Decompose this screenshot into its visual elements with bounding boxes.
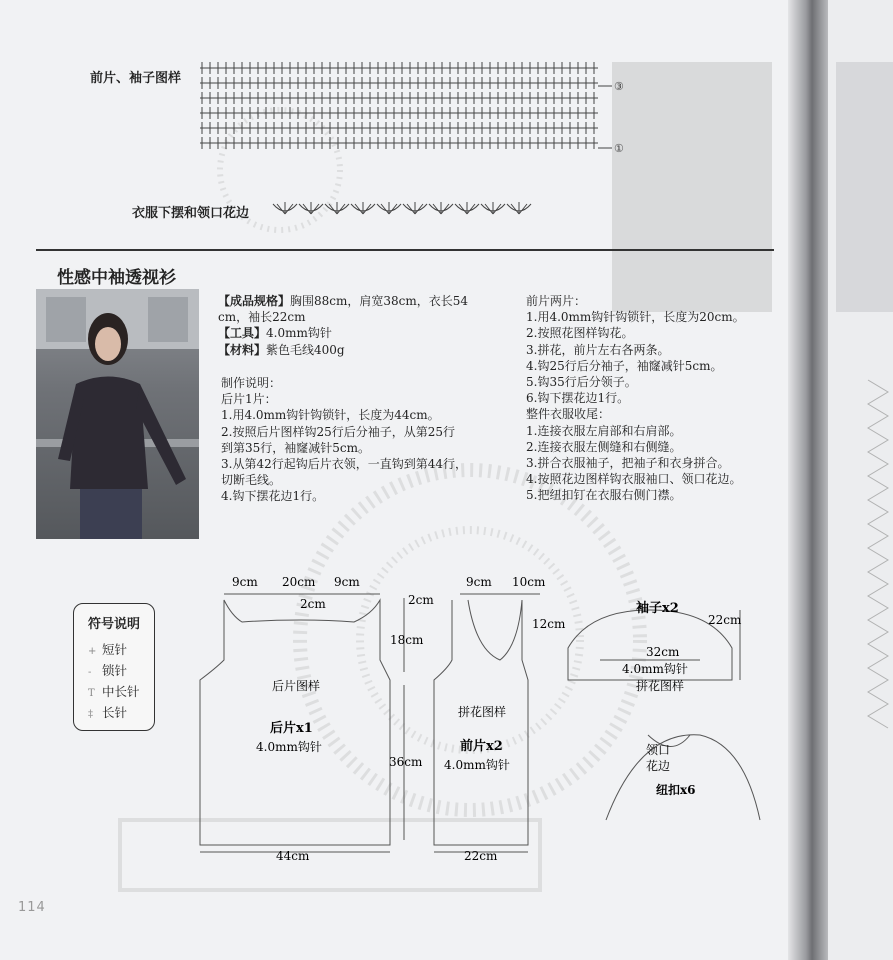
size-label: 【成品规格】 [218, 294, 291, 308]
legend-item: T 中长针 [88, 684, 140, 699]
dim-front-10cm: 10cm [512, 575, 546, 589]
front-sleeve-chart-label: 前片、袖子图样 [90, 71, 182, 86]
dim-front-22cm: 22cm [464, 849, 498, 863]
sleeve-hook-label: 4.0mm钩针 [622, 662, 688, 676]
instr-right-line: 2.按照花图样钩花。 [526, 326, 634, 341]
hem-edging-pattern [270, 198, 532, 218]
specs-block [218, 293, 468, 358]
tool-text: 4.0mm钩针 [266, 326, 332, 341]
instr-left-line: 3.从第42行起钩后片衣领，一直钩到第44行， [221, 457, 467, 472]
page-title: 性感中袖透视衫 [57, 268, 176, 288]
dim-9cm-left: 9cm [232, 575, 258, 589]
instructions-left [221, 375, 467, 505]
instr-right-line: 6.钩下摆花边1行。 [526, 391, 630, 406]
stitch-chart [198, 60, 638, 160]
book-gutter [788, 0, 828, 960]
instr-right-line: 3.拼花，前片左右各两条。 [526, 342, 670, 357]
size-text: 胸围88cm，肩宽38cm，衣长54 [290, 294, 469, 308]
instr-left-line: 4.钩下摆花边1行。 [221, 489, 325, 504]
collar-edge-label-2: 花边 [646, 759, 671, 773]
instr-right-line: 2.连接衣服左侧缝和右侧缝。 [526, 439, 682, 454]
dim-sleeve-32cm: 32cm [646, 645, 680, 659]
hem-edging-label: 衣服下摆和领口花边 [132, 206, 250, 221]
legend-title: 符号说明 [87, 617, 140, 632]
dim-18cm: 18cm [390, 633, 424, 647]
right-page-edge [828, 0, 893, 960]
hem-fan-motif [299, 202, 323, 214]
tool-label: 【工具】 [218, 326, 267, 341]
dim-front-12cm: 12cm [532, 617, 566, 631]
instr-right-line: 3.拼合衣服袖子，把袖子和衣身拼合。 [526, 456, 730, 471]
legend-item: ‡ 长针 [88, 705, 128, 720]
row-marker-3: ③ [614, 80, 624, 93]
hem-fan-motif [507, 202, 531, 214]
legend-item: - 锁针 [88, 663, 128, 678]
dim-36cm: 36cm [389, 755, 423, 769]
instr-right-line: 1.连接衣服左肩部和右肩部。 [526, 423, 682, 438]
instr-right-line: 前片两片： [526, 294, 587, 308]
collar-edge-label-1: 领口 [646, 743, 671, 757]
back-hook-label: 4.0mm钩针 [256, 740, 322, 754]
back-pattern-label: 后片图样 [272, 679, 321, 693]
hem-fan-motif [273, 202, 297, 214]
hem-fan-motif [481, 202, 505, 214]
material-label: 【材料】 [218, 342, 267, 357]
sleeve-pattern-label: 拼花图样 [636, 679, 685, 693]
instr-left-line: 切断毛线。 [221, 473, 282, 488]
dim-sleeve-22cm: 22cm [708, 613, 742, 627]
legend-item: + 短针 [88, 642, 128, 657]
dim-20cm: 20cm [282, 575, 316, 589]
front-piece-outline [434, 600, 528, 845]
front-piece-name: 前片x2 [460, 739, 503, 754]
instr-right-line: 5.把纽扣钉在衣服右侧门襟。 [526, 488, 682, 503]
instr-right-line: 5.钩35行后分领子。 [526, 375, 637, 390]
instructions-right [526, 293, 745, 504]
hem-fan-motif [455, 202, 479, 214]
button-count-label: 纽扣x6 [656, 783, 696, 797]
instr-left-line: 1.用4.0mm钩针钩锁针，长度为44cm。 [221, 408, 440, 423]
instr-right-line: 整件衣服收尾： [526, 407, 611, 422]
instructions-heading: 制作说明： [221, 376, 282, 390]
right-page-bleed-pattern [828, 0, 893, 960]
instr-left-line: 后片1片： [221, 392, 277, 407]
instr-right-line: 4.钩25行后分袖子，袖窿减针5cm。 [526, 358, 723, 373]
collar-outline [606, 735, 760, 820]
hem-fan-motif [429, 202, 453, 214]
instr-left-line: 到第35行，袖窿减针5cm。 [221, 440, 371, 455]
model-photo-illustration [36, 289, 199, 539]
dim-front-9cm: 9cm [466, 575, 492, 589]
page-number: 114 [18, 900, 46, 915]
row-marker-1: ① [614, 142, 624, 155]
hem-fan-motif [403, 202, 427, 214]
hem-fan-motif [351, 202, 375, 214]
instr-right-line: 4.按照花边图样钩衣服袖口、领口花边。 [526, 472, 742, 487]
hem-fan-motif [325, 202, 349, 214]
dim-9cm-right: 9cm [334, 575, 360, 589]
hem-fan-motif [377, 202, 401, 214]
garment-diagram [0, 560, 790, 880]
material-text: 紫色毛线400g [266, 342, 345, 357]
sleeve-name: 袖子x2 [636, 601, 679, 616]
back-piece-name: 后片x1 [270, 721, 313, 736]
model-photo [36, 289, 199, 539]
front-pattern-label: 拼花图样 [458, 705, 507, 719]
dim-2cm-neck: 2cm [300, 597, 326, 611]
dim-44cm: 44cm [276, 849, 310, 863]
section-divider [36, 249, 774, 251]
instr-right-line: 1.用4.0mm钩针钩锁针，长度为20cm。 [526, 310, 745, 325]
front-hook-label: 4.0mm钩针 [444, 758, 510, 772]
size-text-cont: cm，袖长22cm [218, 310, 306, 325]
instr-left-line: 2.按照后片图样钩25行后分袖子，从第25行 [221, 424, 455, 439]
dim-2cm-side: 2cm [408, 593, 434, 607]
